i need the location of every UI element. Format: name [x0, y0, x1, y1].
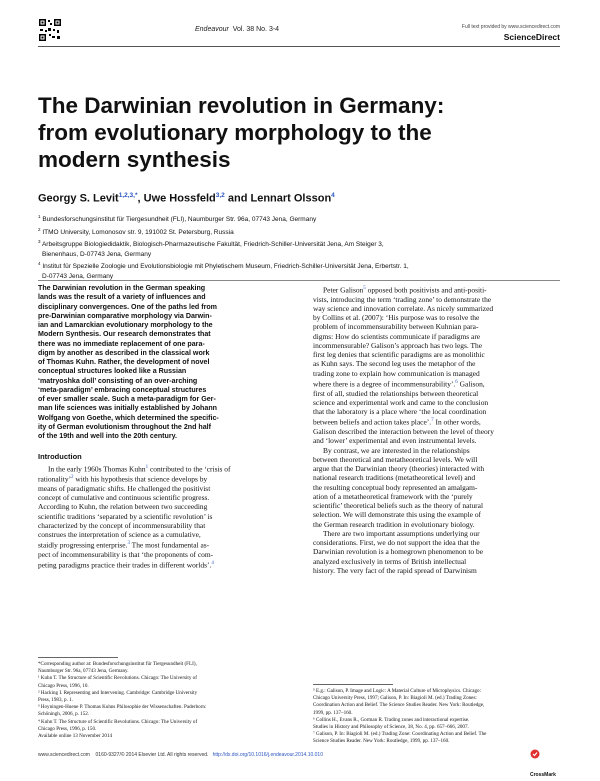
- text-line: [313, 446, 568, 455]
- footnote-line: *Corresponding author at: Bundesforschungsinstitut für Tiergesundheit (FLI),: [38, 661, 197, 667]
- availability-note: Full text provided by www.sciencedirect.com: [461, 24, 560, 30]
- text-run: There are two important assumptions underlying our: [323, 528, 480, 538]
- affiliation-number: 3: [38, 239, 41, 245]
- author-name: Uwe Hossfeld: [143, 192, 216, 205]
- author-name: Georgy S. Levit: [38, 192, 119, 205]
- publisher-header: [462, 24, 560, 42]
- footnote-line: ⁷ Galison, P. In: Biagioli M. (ed.) Trading Zone: Coordinating Action and Belief. The: [313, 731, 487, 738]
- author-name: Lennart Olsson: [250, 192, 332, 205]
- journal-name: Endeavour: [195, 26, 229, 33]
- text-line: [313, 322, 568, 331]
- text-line: [38, 463, 293, 474]
- affiliation-list: [38, 212, 568, 282]
- text-line: [313, 416, 568, 427]
- text-run: by Collins et al. (2007): ‘His purpose was to resolve the: [313, 313, 480, 323]
- text-run: the resulting conceptual body represented an amalgam-: [313, 482, 478, 492]
- text-line: [313, 398, 568, 407]
- text-line: [313, 436, 568, 445]
- text-run: pect of incommensurability is that ‘the proponents of com-: [38, 550, 214, 560]
- text-line: [313, 369, 568, 378]
- reference-marker[interactable]: 4: [211, 561, 214, 567]
- footnotes-right: [313, 684, 568, 746]
- section-heading-introduction: Introduction: [38, 452, 82, 462]
- affiliation-number: 1: [38, 214, 41, 219]
- text-run: analyzed exclusively in terms of British intellectual: [313, 556, 467, 566]
- footnote-line: Chicago University Press, 1997; Galison, P. In: Biagioli M. (ed.) Trading Zones:: [313, 695, 477, 702]
- abstract-line: of Thomas Kuhn. Rather, the development of novel: [38, 358, 210, 366]
- text-line: [313, 538, 568, 547]
- reference-marker[interactable]: 2: [71, 475, 74, 481]
- footnote-line: Naumburger Str. 96a, 07743 Jena, Germany.: [38, 668, 129, 675]
- footnote-line: Science Studies Reader. New York: Routledge, 1999, pp. 137–160.: [313, 738, 450, 745]
- affiliation-text: Arbeitsgruppe Biologiedidaktik, Biologisch-Pharmazeutische Fakultät, Friedrich-Schiller-Universität Jena, Am Steiger 3,: [41, 241, 384, 249]
- affiliation: [38, 212, 568, 225]
- text-run: By contrast, we are interested in the relationships: [323, 445, 470, 455]
- introduction-text: [38, 463, 293, 571]
- text-run: problem of incommensurability between Kuhnian para-: [313, 322, 479, 332]
- footnote-line: Available online 13 November 2014: [38, 733, 113, 740]
- abstract-line: The Darwinian revolution in the German speaking: [38, 284, 206, 292]
- text-run: scientific traditions ‘separated by a scientific revolution’ is: [38, 511, 213, 521]
- affiliation-text: Bienenhaus, D-07743 Jena, Germany: [42, 250, 152, 258]
- text-run: ation of a metatheoretical framework with the ‘purely: [313, 491, 473, 501]
- text-line: [313, 547, 568, 556]
- paragraph: [313, 446, 568, 529]
- text-run: between theoretical and metatheoretical levels. We will: [313, 454, 478, 464]
- text-line: [38, 539, 293, 550]
- abstract-line: pre-Darwinian comparative morphology via Darwin-: [38, 311, 212, 320]
- text-run: first leg denies that scientific paradigms are as monolithic: [313, 350, 485, 360]
- affiliation: [38, 237, 568, 250]
- reference-marker[interactable]: 1: [145, 464, 149, 470]
- footer-copyright: 0160-9327/© 2014 Elsevier Ltd. All rights reserved.: [95, 752, 209, 758]
- text-run: and ‘lower’ experimental and even instrumental levels.: [313, 436, 477, 446]
- text-run: Darwinian revolution is a homegrown phenomenon to be: [313, 547, 483, 557]
- paragraph: [313, 529, 568, 575]
- abstract-line: Wolfgang von Goethe, which determined the specific-: [38, 413, 219, 422]
- abstract-line: ‘meta-paradigm’ embracing conceptual structures: [38, 385, 207, 394]
- text-line: [313, 389, 568, 398]
- text-run: way science and innovation correlate. As nicely summarized: [313, 303, 494, 313]
- sciencedirect-logo: ScienceDirect: [503, 32, 560, 42]
- abstract-line: ian and Lamarckian evolutionary morphology to the: [38, 321, 213, 329]
- author-affiliation-ref[interactable]: 1,2,3,*: [118, 192, 138, 199]
- footnote-line: ³ Hoyningen-Huene P. Thomas Kuhns Philosophie der Wissenschaften. Paderborn:: [38, 704, 207, 711]
- text-run: According to Kuhn, the relation between two succeeding: [38, 502, 208, 512]
- text-line: [313, 359, 568, 368]
- affiliation: [38, 225, 568, 238]
- text-run: first of all, studied the relationships between theoretical: [313, 388, 479, 398]
- page-footer: [38, 752, 560, 758]
- author-separator: and: [224, 192, 251, 205]
- text-line: [313, 313, 568, 322]
- affiliation-number: 2: [38, 226, 41, 232]
- text-run: argue that the Darwinian theory (theories) interacted with: [313, 464, 485, 474]
- author-affiliation-ref[interactable]: 3,2: [215, 192, 225, 199]
- affiliation-text: ITMO University, Lomonosov str. 9, 191002 St. Petersburg, Russia: [42, 228, 234, 236]
- affiliation: [38, 250, 568, 260]
- footnote-line: Chicago Press, 1996, p. 150.: [38, 725, 97, 732]
- text-run: the German research tradition in evolutionary biology.: [313, 519, 475, 529]
- text-line: [313, 304, 568, 313]
- footnote-line: ⁵ E.g.: Galison, P. Image and Logic: A Material Culture of Microphysics. Chicago:: [313, 688, 482, 694]
- footnote-line: Press, 1983, p. 1.: [38, 697, 73, 704]
- crossmark-icon: [530, 749, 540, 759]
- crossmark-badge[interactable]: [530, 745, 560, 778]
- volume-issue: Vol. 38 No. 3-4: [232, 26, 280, 33]
- text-line: [38, 512, 293, 521]
- text-run: as Kuhn says. The second leg uses the metaphor of the: [313, 359, 476, 369]
- text-run: Galison described the interaction between the level of theory: [313, 427, 494, 437]
- footnote-line: ⁴ Kuhn T. The Structure of Scientific Revolutions. Chicago: The University of: [38, 718, 198, 725]
- footnote-line: Coordination Action and Belief. The Science Studies Reader. New York: Routledge,: [313, 702, 485, 709]
- qr-code-icon: [38, 18, 62, 42]
- article-title: [38, 92, 568, 173]
- text-run: staidly progressing enterprise.: [38, 540, 128, 550]
- left-column: [38, 284, 293, 570]
- paragraph: [313, 284, 568, 446]
- text-line: [313, 557, 568, 566]
- text-line: [38, 502, 293, 511]
- reference-marker[interactable]: 7: [431, 418, 434, 424]
- abstract-line: ‘matryoshka doll’ consisting of an over-arching: [38, 376, 198, 385]
- text-run: digms: How do scientists communicate if paradigms are: [313, 331, 481, 341]
- affiliation-number: 4: [38, 261, 41, 267]
- text-run: scientific’ theoretical beliefs such as the theory of natural: [313, 501, 484, 511]
- text-run: with his hypothesis that science develops by: [73, 474, 208, 484]
- text-run: opposed both positivists and anti-positi-: [365, 285, 487, 295]
- text-run: between beliefs and action takes place’.: [313, 417, 432, 427]
- text-line: [38, 493, 293, 502]
- text-run: concept of cumulative and continuous scientific progress.: [38, 493, 210, 503]
- abstract-line: Modern Synthesis. Our research demonstrates that: [38, 330, 211, 339]
- text-run: vists, introducing the term ‘trading zone’ to demonstrate the: [313, 294, 492, 304]
- text-run: characterized by the concept of incommensurability that: [38, 520, 206, 530]
- title-line: The Darwinian revolution in Germany:: [38, 93, 445, 118]
- abstract-line: digm by another as described in the classical work: [38, 348, 210, 357]
- reference-marker[interactable]: 3: [127, 541, 130, 547]
- abstract-line: ity of German evolutionism throughout the 2nd half: [38, 422, 212, 431]
- text-run: incommensurable? Galison’s approach has two legs. The: [313, 340, 483, 350]
- text-line: [313, 407, 568, 416]
- affiliation-text: Institut für Spezielle Zoologie und Evolutionsbiologie mit Phyletischem Museum, Friedrich-Schiller-Universität Jena, Erbertstr. 1,: [42, 263, 409, 271]
- author-list: [38, 192, 335, 205]
- text-line: [313, 483, 568, 492]
- text-run: national research traditions (metatheoretical level) and: [313, 473, 476, 483]
- footnote-line: ⁶ Collins H., Evans R., Gorman R. Trading zones and interactional expertise.: [313, 716, 470, 723]
- crossmark-label: CrossMark: [530, 772, 556, 778]
- text-line: [313, 295, 568, 304]
- footer-site-link[interactable]: www.sciencedirect.com: [38, 752, 90, 758]
- text-line: [313, 350, 568, 359]
- text-run: that the laboratory is a place where ‘the local coordination: [313, 407, 487, 417]
- text-line: [313, 529, 568, 538]
- text-line: [38, 473, 293, 484]
- text-line: [38, 550, 293, 559]
- abstract-line: there was no immediate replacement of one para-: [38, 339, 205, 348]
- text-run: where there is a degree of incommensurability’.: [313, 379, 456, 389]
- footnote-line: ² Hacking I. Representing and Intervening. Cambridge: Cambridge University: [38, 689, 198, 696]
- footnote-line: 1999, pp. 137–160.: [313, 709, 353, 716]
- footnote-line: Chicago Press, 1996, 10.: [38, 682, 89, 689]
- text-line: [38, 521, 293, 530]
- text-line: [38, 530, 293, 539]
- text-run: history. The very fact of the rapid spread of Darwinism: [313, 565, 477, 575]
- footnote-line: Schöningh, 2006, p. 152.: [38, 711, 90, 718]
- author-separator: ,: [137, 192, 144, 205]
- text-line: [313, 520, 568, 529]
- affiliation-text: D-07743 Jena, Germany: [42, 273, 114, 281]
- text-line: [313, 510, 568, 519]
- text-run: Galison,: [457, 379, 485, 389]
- text-line: [313, 378, 568, 389]
- text-line: [313, 284, 568, 295]
- doi-link[interactable]: http://dx.doi.org/10.1016/j.endeavour.2014.10.010: [212, 752, 323, 758]
- text-line: [313, 455, 568, 464]
- journal-header: [195, 26, 279, 33]
- footnote-divider: [38, 657, 118, 658]
- text-run: selection. We will demonstrate this using the example of: [313, 510, 482, 520]
- text-run: means of paradigmatic shifts. He challenged the positivist: [38, 483, 211, 493]
- title-line: from evolutionary morphology to the: [38, 120, 432, 145]
- reference-marker[interactable]: 5: [363, 286, 366, 291]
- abstract-line: of ever smaller scale. Such a meta-paradigm for Ger-: [38, 395, 216, 403]
- text-run: In other words,: [433, 417, 481, 427]
- abstract-line: lands was the result of a variety of influences and: [38, 293, 206, 302]
- text-line: [313, 501, 568, 510]
- abstract-line: of the 19th and well into the 20th century.: [38, 432, 177, 440]
- footnotes-left: [38, 657, 293, 740]
- text-line: [313, 464, 568, 473]
- text-run: The most fundamental as-: [129, 540, 210, 550]
- text-run: contributed to the ‘crisis of: [148, 463, 231, 473]
- text-line: [313, 427, 568, 436]
- text-run: In the early 1960s Thomas Kuhn: [48, 463, 146, 473]
- text-line: [313, 473, 568, 482]
- author-affiliation-ref[interactable]: 4: [331, 192, 335, 199]
- reference-marker[interactable]: 6: [455, 379, 458, 385]
- text-run: science and experimental work and came to the conclusion: [313, 397, 489, 407]
- text-line: [38, 484, 293, 493]
- footnote-line: Studies in History and Philosophy of Science, 38, No. 4, pp. 657–666, 2007.: [313, 724, 469, 731]
- text-line: [313, 332, 568, 341]
- title-line: modern synthesis: [38, 147, 231, 172]
- footnote-line: ¹ Kuhn T. The Structure of Scientific Revolutions. Chicago: The University of: [38, 675, 197, 682]
- affiliation-text: Bundesforschungsinstitut für Tiergesundheit (FLI), Naumburger Str. 96a, 07743 Jena, Germany: [42, 216, 317, 224]
- abstract-line: conceptual structures looked like a Russian: [38, 367, 187, 376]
- text-run: Peter Galison: [323, 285, 364, 295]
- text-line: [313, 341, 568, 350]
- text-line: [38, 559, 293, 570]
- right-column: [313, 284, 568, 575]
- footnote-divider: [313, 684, 393, 685]
- abstract: [38, 284, 293, 441]
- affiliation-divider: [38, 280, 560, 281]
- abstract-line: disciplinary convergences. One of the paths led from: [38, 302, 217, 311]
- text-run: peting paradigms practice their trades in different worlds’.: [38, 560, 212, 570]
- text-run: construes the interpretation of science as a cumulative,: [38, 530, 201, 540]
- abstract-line: man life sciences was initially established by Johann: [38, 404, 217, 413]
- text-run: trading zone to explain how communication is managed: [313, 368, 480, 378]
- header-divider: [38, 46, 560, 47]
- text-line: [313, 492, 568, 501]
- text-line: [313, 566, 568, 575]
- text-run: considerations. First, we do not support the idea that the: [313, 538, 480, 548]
- text-run: rationality’: [38, 474, 72, 484]
- affiliation: [38, 259, 568, 272]
